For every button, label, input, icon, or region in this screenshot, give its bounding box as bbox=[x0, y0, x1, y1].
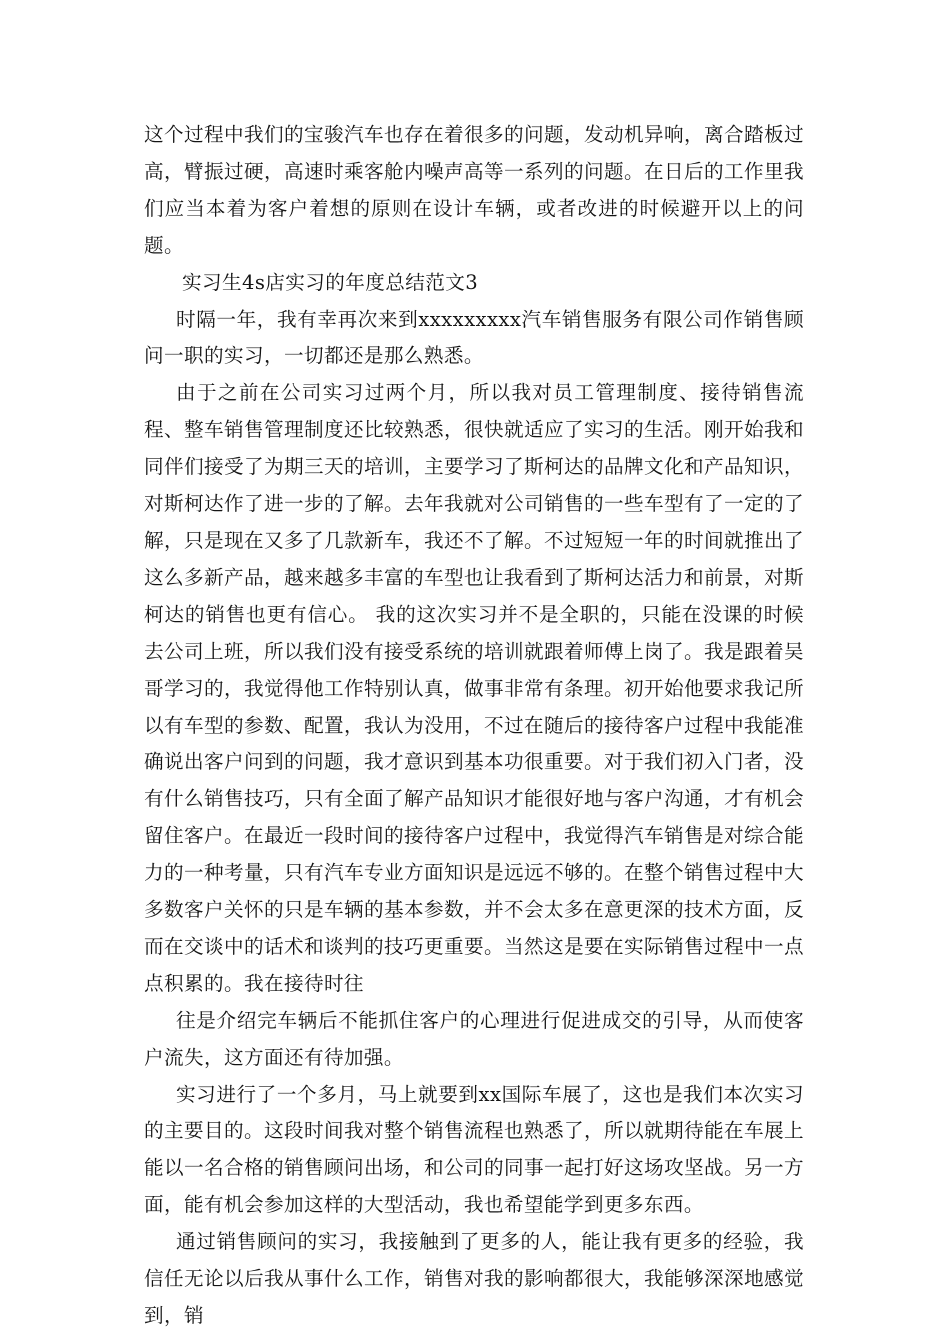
section-title: 实习生4s店实习的年度总结范文3 bbox=[182, 270, 479, 294]
paragraph-auto-show: 实习进行了一个多月，马上就要到xx国际车展了，这也是我们本次实习的主要目的。这段时间我对整个销售流程也熟悉了，所以就期待能在车展上能以一名合格的销售顾问出场，和公司的同事一起打好这场攻坚战。另一方面，能有机会参加这样的大型活动，我也希望能学到更多东西。 bbox=[144, 1082, 804, 1217]
paragraph-customer-loss: 往是介绍完车辆后不能抓住客户的心理进行促进成交的引导，从而使客户流失，这方面还有待加强。 bbox=[144, 1008, 804, 1069]
paragraph-continuation: 这个过程中我们的宝骏汽车也存在着很多的问题，发动机异响，离合踏板过高，臂振过硬，高速时乘客舱内噪声高等一系列的问题。在日后的工作里我们应当本着为客户着想的原则在设计车辆，或者改进的时候避开以上的问题。 bbox=[144, 123, 804, 257]
paragraph-training: 由于之前在公司实习过两个月，所以我对员工管理制度、接待销售流程、整车销售管理制度还比较熟悉，很快就适应了实习的生活。刚开始我和同伴们接受了为期三天的培训，主要学习了斯柯达的品牌文化和产品知识，对斯柯达作了进一步的了解。去年我就对公司销售的一些车型有了一定的了解，只是现在又多了几款新车，我还不了解。不过短短一年的时间就推出了这么多新产品，越来越多丰富的车型也让我看到了斯柯达活力和前景，对斯柯达的销售也更有信心。 我的这次实习并不是全职的，只能在没课的时候去公司上班，所以我们没有接受系统的培训就跟着师傅上岗了。我是跟着吴哥学习的，我觉得他工作特别认真，做事非常有条理。初开始他要求我记所以有车型的参数、配置，我认为没用，不过在随后的接待客户过程中我能准确说出客户问到的问题，我才意识到基本功很重要。对于我们初入门者，没有什么销售技巧，只有全面了解产品知识才能很好地与客户沟通，才有机会留住客户。在最近一段时间的接待客户过程中，我觉得汽车销售是对综合能力的一种考量，只有汽车专业方面知识是远远不够的。在整个销售过程中大多数客户关怀的只是车辆的基本参数，并不会太多在意更深的技术方面，反而在交谈中的话术和谈判的技巧更重要。当然这是要在实际销售过程中一点点积累的。我在接待时往 bbox=[144, 381, 804, 995]
paragraph-conclusion: 通过销售顾问的实习，我接触到了更多的人，能让我有更多的经验，我信任无论以后我从事什么工作，销售对我的影响都很大，我能够深深地感觉到，销 bbox=[144, 1230, 804, 1327]
paragraph-intro: 时隔一年，我有幸再次来到xxxxxxxxx汽车销售服务有限公司作销售顾问一职的实习，一切都还是那么熟悉。 bbox=[144, 307, 804, 368]
document-body bbox=[144, 117, 804, 1335]
